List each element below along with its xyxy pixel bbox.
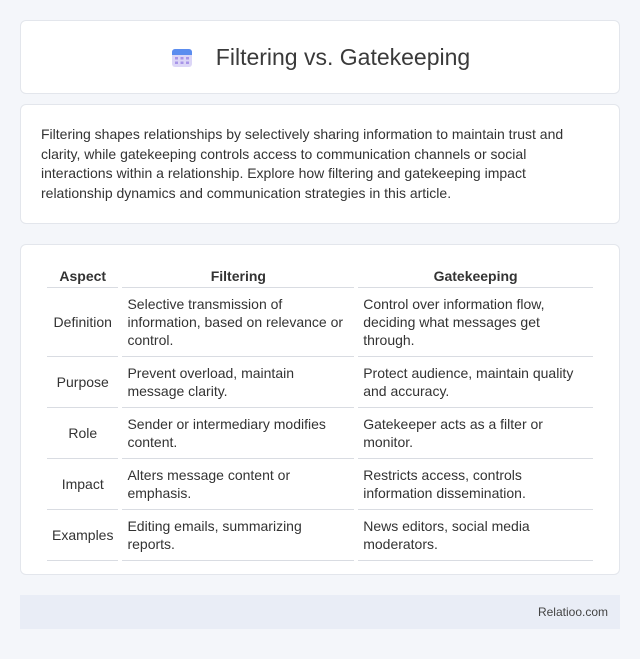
row-gatekeeping: News editors, social media moderators.	[358, 510, 593, 561]
row-aspect: Purpose	[47, 357, 118, 408]
table-row	[47, 408, 593, 459]
table-row	[47, 459, 593, 510]
row-aspect: Examples	[47, 510, 118, 561]
row-gatekeeping: Restricts access, controls information dissemination.	[358, 459, 593, 510]
table-row	[47, 357, 593, 408]
table-row	[47, 288, 593, 357]
comparison-table	[43, 263, 597, 561]
row-gatekeeping: Protect audience, maintain quality and accuracy.	[358, 357, 593, 408]
title-card	[20, 20, 620, 94]
header-filtering: Filtering	[122, 263, 354, 288]
footer-brand[interactable]: Relatioo.com	[537, 605, 608, 619]
footer	[20, 595, 620, 629]
row-filtering: Sender or intermediary modifies content.	[122, 408, 354, 459]
row-aspect: Impact	[47, 459, 118, 510]
table-header-row	[47, 263, 593, 288]
intro-text: Filtering shapes relationships by selectively sharing information to maintain trust and clarity, while gatekeeping controls access to communication channels or social interactions within a relationship. Explore how filtering and gatekeeping impact relationship dynamics and communication strategies in this article.	[41, 126, 564, 201]
row-gatekeeping: Control over information flow, deciding what messages get through.	[358, 288, 593, 357]
row-aspect: Role	[47, 408, 118, 459]
row-filtering: Selective transmission of information, based on relevance or control.	[122, 288, 354, 357]
row-aspect: Definition	[47, 288, 118, 357]
table-card	[20, 244, 620, 575]
intro-card	[20, 104, 620, 224]
header-aspect: Aspect	[47, 263, 118, 288]
calendar-icon	[170, 45, 194, 69]
page-title: Filtering vs. Gatekeeping	[215, 43, 471, 70]
header-gatekeeping: Gatekeeping	[358, 263, 593, 288]
row-gatekeeping: Gatekeeper acts as a filter or monitor.	[358, 408, 593, 459]
table-row	[47, 510, 593, 561]
row-filtering: Editing emails, summarizing reports.	[122, 510, 354, 561]
row-filtering: Alters message content or emphasis.	[122, 459, 354, 510]
row-filtering: Prevent overload, maintain message clarity.	[122, 357, 354, 408]
